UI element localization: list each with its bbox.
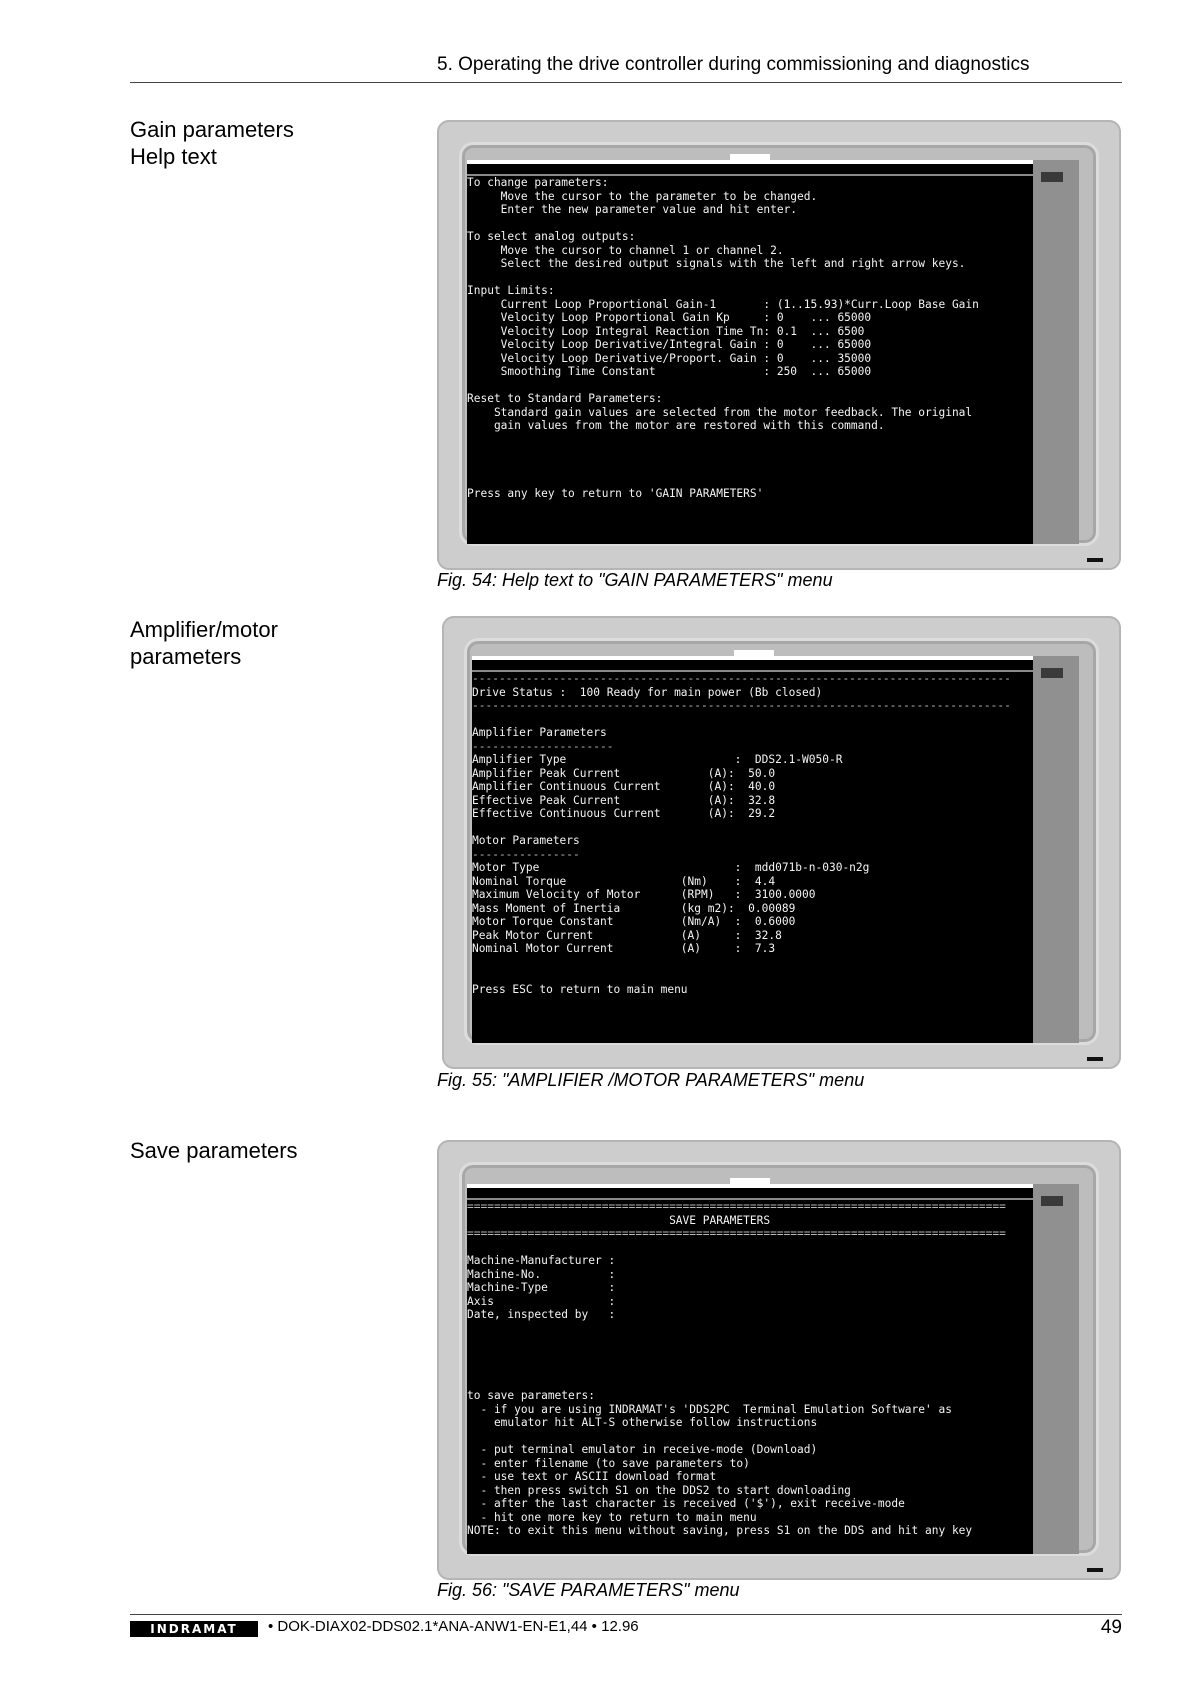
screen-topbar [467, 1188, 1033, 1200]
terminal-line: Date, inspected by : [467, 1308, 616, 1321]
terminal-line: ================================================================================ [467, 1227, 1006, 1240]
terminal-line: Smoothing Time Constant : 250 ... 65000 [467, 365, 872, 378]
power-led [1087, 1057, 1103, 1061]
terminal-line: Drive Status : 100 Ready for main power (Bb closed) [472, 685, 823, 699]
terminal-line: Machine-No. : [467, 1267, 616, 1281]
scroll-knob [1041, 172, 1063, 182]
terminal-line: Amplifier Parameters [472, 726, 607, 739]
terminal-text [467, 1200, 1033, 1554]
terminal-line [472, 969, 1036, 983]
section-label-line: Save parameters [130, 1138, 298, 1163]
terminal-line [467, 1430, 1033, 1444]
terminal-line: Velocity Loop Derivative/Integral Gain : 0 ... 65000 [467, 338, 872, 351]
terminal-line [467, 1241, 1033, 1255]
terminal-line: - after the last character is received ('$'), exit receive-mode [467, 1497, 905, 1510]
figure-caption: Fig. 56: "SAVE PARAMETERS" menu [437, 1580, 740, 1600]
header-rule [130, 82, 1122, 83]
terminal-line: emulator hit ALT-S otherwise follow instructions [467, 1416, 818, 1429]
terminal-line: gain values from the motor are restored with this command. [467, 419, 885, 432]
header-title: 5. Operating the drive controller during commissioning and diagnostics [437, 54, 1030, 75]
terminal-line: - then press switch S1 on the DDS2 to start downloading [467, 1483, 851, 1497]
terminal-line [467, 379, 1033, 393]
terminal-line: - hit one more key to return to main menu [467, 1510, 757, 1524]
screen-topbar [472, 660, 1036, 672]
terminal-line: Velocity Loop Proportional Gain Kp : 0 ... 65000 [467, 311, 872, 324]
topbar-slot [730, 1178, 770, 1188]
document-id: • DOK-DIAX02-DDS02.1*ANA-ANW1-EN-E1,44 • 12.96 [268, 1618, 639, 1635]
terminal-line: Standard gain values are selected from the motor feedback. The original [467, 405, 973, 419]
terminal-line [467, 1349, 1033, 1363]
terminal-line [467, 446, 1033, 460]
terminal-line: Input Limits: [467, 284, 555, 297]
footer-rule [130, 1614, 1122, 1615]
terminal-line: --------------------- [472, 739, 614, 753]
figure-caption: Fig. 54: Help text to "GAIN PARAMETERS" menu [437, 570, 833, 590]
terminal-line: Axis : [467, 1294, 616, 1308]
terminal-line: Current Loop Proportional Gain-1 : (1..15.93)*Curr.Loop Base Gain [467, 297, 979, 311]
terminal-line: - enter filename (to save parameters to) [467, 1456, 750, 1470]
terminal-line: Amplifier Peak Current (A): 50.0 [472, 766, 776, 780]
terminal-line: Effective Continuous Current (A): 29.2 [472, 807, 776, 820]
terminal-line: Peak Motor Current (A) : 32.8 [472, 928, 782, 942]
terminal-line: To select analog outputs: [467, 230, 636, 243]
terminal-line: -------------------------------------------------------------------------------- [472, 699, 1011, 712]
monitor-fig54 [437, 120, 1121, 570]
terminal-line: Move the cursor to the parameter to be changed. [467, 189, 818, 203]
terminal-line [472, 821, 1036, 835]
terminal-line [467, 1335, 1033, 1349]
terminal-screen [472, 656, 1036, 1043]
terminal-line: Enter the new parameter value and hit enter. [467, 203, 798, 216]
terminal-line [467, 271, 1033, 285]
terminal-line [467, 1362, 1033, 1376]
terminal-line [467, 473, 1033, 487]
terminal-line: Mass Moment of Inertia (kg m2): 0.00089 [472, 901, 796, 915]
terminal-screen [467, 1184, 1033, 1554]
power-led [1087, 1568, 1103, 1572]
terminal-line: SAVE PARAMETERS [467, 1213, 771, 1227]
figure-caption: Fig. 55: "AMPLIFIER /MOTOR PARAMETERS" menu [437, 1070, 865, 1090]
power-led [1087, 558, 1103, 562]
terminal-line [467, 217, 1033, 231]
scrollbar [1033, 160, 1079, 544]
terminal-line: ---------------- [472, 847, 580, 861]
terminal-line: ================================================================================ [467, 1200, 1006, 1213]
terminal-line: - use text or ASCII download format [467, 1470, 717, 1483]
section-label-line: Amplifier/motor [130, 617, 278, 642]
monitor-fig56 [437, 1140, 1121, 1580]
monitor-fig55 [442, 616, 1121, 1069]
section-label-line: Help text [130, 144, 217, 169]
terminal-text [467, 176, 1033, 544]
terminal-line: Amplifier Type : DDS2.1-W050-R [472, 753, 843, 766]
terminal-line: - put terminal emulator in receive-mode (Download) [467, 1443, 818, 1456]
terminal-line: Select the desired output signals with the left and right arrow keys. [467, 257, 966, 270]
screen-topbar [467, 164, 1033, 176]
terminal-line: Move the cursor to channel 1 or channel 2. [467, 243, 784, 257]
section-label-amplifier [130, 616, 278, 670]
terminal-line: Maximum Velocity of Motor (RPM) : 3100.0000 [472, 888, 816, 901]
terminal-screen [467, 160, 1033, 544]
terminal-line [472, 956, 1036, 970]
terminal-line: Effective Peak Current (A): 32.8 [472, 793, 776, 807]
terminal-line: Motor Parameters [472, 834, 580, 847]
terminal-line: to save parameters: [467, 1389, 595, 1402]
terminal-line: -------------------------------------------------------------------------------- [472, 672, 1011, 685]
terminal-line [467, 1322, 1033, 1336]
terminal-line: Motor Torque Constant (Nm/A) : 0.6000 [472, 915, 796, 928]
terminal-line: Velocity Loop Derivative/Proport. Gain : 0 ... 35000 [467, 351, 872, 365]
terminal-text [472, 672, 1036, 1043]
terminal-line [467, 433, 1033, 447]
terminal-line: Press any key to return to 'GAIN PARAMETERS' [467, 486, 764, 500]
terminal-line: Reset to Standard Parameters: [467, 392, 663, 405]
page-number: 49 [1100, 1617, 1122, 1638]
terminal-line: To change parameters: [467, 176, 609, 189]
section-label-line: Gain parameters [130, 117, 294, 142]
terminal-line: Amplifier Continuous Current (A): 40.0 [472, 780, 776, 793]
terminal-line: Press ESC to return to main menu [472, 982, 688, 996]
scroll-knob [1041, 1196, 1063, 1206]
topbar-slot [730, 154, 770, 164]
scrollbar [1033, 656, 1079, 1043]
terminal-line [467, 1376, 1033, 1390]
terminal-line: Machine-Type : [467, 1281, 616, 1294]
terminal-line: NOTE: to exit this menu without saving, press S1 on the DDS and hit any key [467, 1524, 973, 1537]
terminal-line: Nominal Motor Current (A) : 7.3 [472, 942, 776, 955]
terminal-line [472, 713, 1036, 727]
section-label-save [130, 1137, 298, 1164]
terminal-line: Nominal Torque (Nm) : 4.4 [472, 874, 776, 888]
terminal-line: - if you are using INDRAMAT's 'DDS2PC Terminal Emulation Software' as [467, 1402, 952, 1416]
scroll-knob [1041, 668, 1063, 678]
section-label-gain [130, 116, 294, 170]
topbar-slot [734, 650, 774, 660]
indramat-logo: INDRAMAT [130, 1621, 258, 1637]
section-label-line: parameters [130, 644, 242, 669]
terminal-line: Machine-Manufacturer : [467, 1254, 616, 1267]
terminal-line: Velocity Loop Integral Reaction Time Tn: 0.1 ... 6500 [467, 324, 865, 338]
terminal-line [467, 460, 1033, 474]
terminal-line: Motor Type : mdd071b-n-030-n2g [472, 861, 870, 874]
scrollbar [1033, 1184, 1079, 1554]
